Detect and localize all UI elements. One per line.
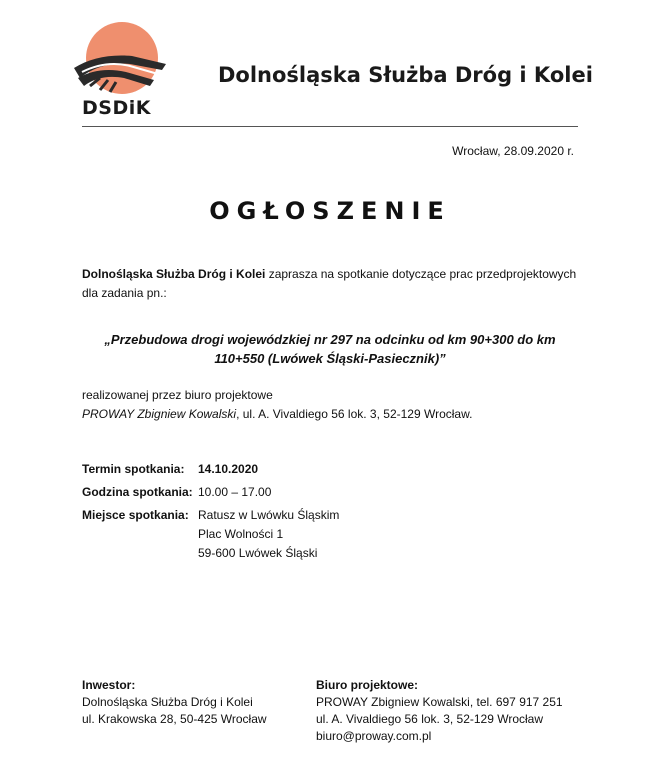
meeting-place-value	[198, 506, 339, 563]
announcement-heading: OGŁOSZENIE	[209, 197, 451, 225]
meeting-date-row	[82, 460, 339, 479]
document-date: Wrocław, 28.09.2020 r.	[452, 144, 574, 158]
organization-title: Dolnośląska Służba Dróg i Kolei	[218, 63, 593, 87]
project-title-line-1: „Przebudowa drogi wojewódzkiej nr 297 na odcinku od km 90+300 do km	[104, 332, 556, 347]
intro-text: zaprasza na spotkanie dotyczące prac przedprojektowych dla zadania pn.:	[82, 267, 577, 300]
meeting-place-row	[82, 506, 339, 563]
meeting-time-row	[82, 483, 339, 502]
intro-paragraph	[82, 265, 582, 303]
investor-line-1: Dolnośląska Służba Dróg i Kolei	[82, 695, 253, 709]
place-line-2: Plac Wolności 1	[198, 527, 284, 541]
design-office-email[interactable]: biuro@proway.com.pl	[316, 729, 432, 743]
intro-org-name: Dolnośląska Służba Dróg i Kolei	[82, 267, 266, 281]
meeting-date-label: Termin spotkania:	[82, 462, 185, 476]
office-company-line	[82, 405, 582, 424]
office-company-name: PROWAY Zbigniew Kowalski	[82, 407, 237, 421]
place-line-3: 59-600 Lwówek Śląski	[198, 546, 318, 560]
project-title	[82, 330, 578, 368]
project-title-line-2: 110+550 (Lwówek Śląski-Pasiecznik)”	[214, 351, 446, 366]
header-divider	[82, 126, 578, 127]
design-office-line-1: PROWAY Zbigniew Kowalski, tel. 697 917 251	[316, 695, 563, 709]
investor-line-2: ul. Krakowska 28, 50-425 Wrocław	[82, 712, 267, 726]
logo-text: DSDiK	[82, 97, 151, 119]
design-office-paragraph	[82, 386, 582, 424]
place-line-1: Ratusz w Lwówku Śląskim	[198, 508, 340, 522]
meeting-place-label: Miejsce spotkania:	[82, 508, 189, 522]
investor-title: Inwestor:	[82, 678, 136, 692]
meeting-details	[82, 460, 339, 567]
meeting-time-value: 10.00 – 17.00	[198, 485, 272, 499]
footer-investor	[82, 677, 267, 728]
footer-design-office	[316, 677, 563, 745]
office-intro-line: realizowanej przez biuro projektowe	[82, 388, 273, 402]
design-office-title: Biuro projektowe:	[316, 678, 419, 692]
design-office-line-2: ul. A. Vivaldiego 56 lok. 3, 52-129 Wrocław	[316, 712, 544, 726]
meeting-date-value: 14.10.2020	[198, 462, 259, 476]
meeting-time-label: Godzina spotkania:	[82, 485, 193, 499]
office-address: , ul. A. Vivaldiego 56 lok. 3, 52-129 Wrocław.	[236, 407, 473, 421]
